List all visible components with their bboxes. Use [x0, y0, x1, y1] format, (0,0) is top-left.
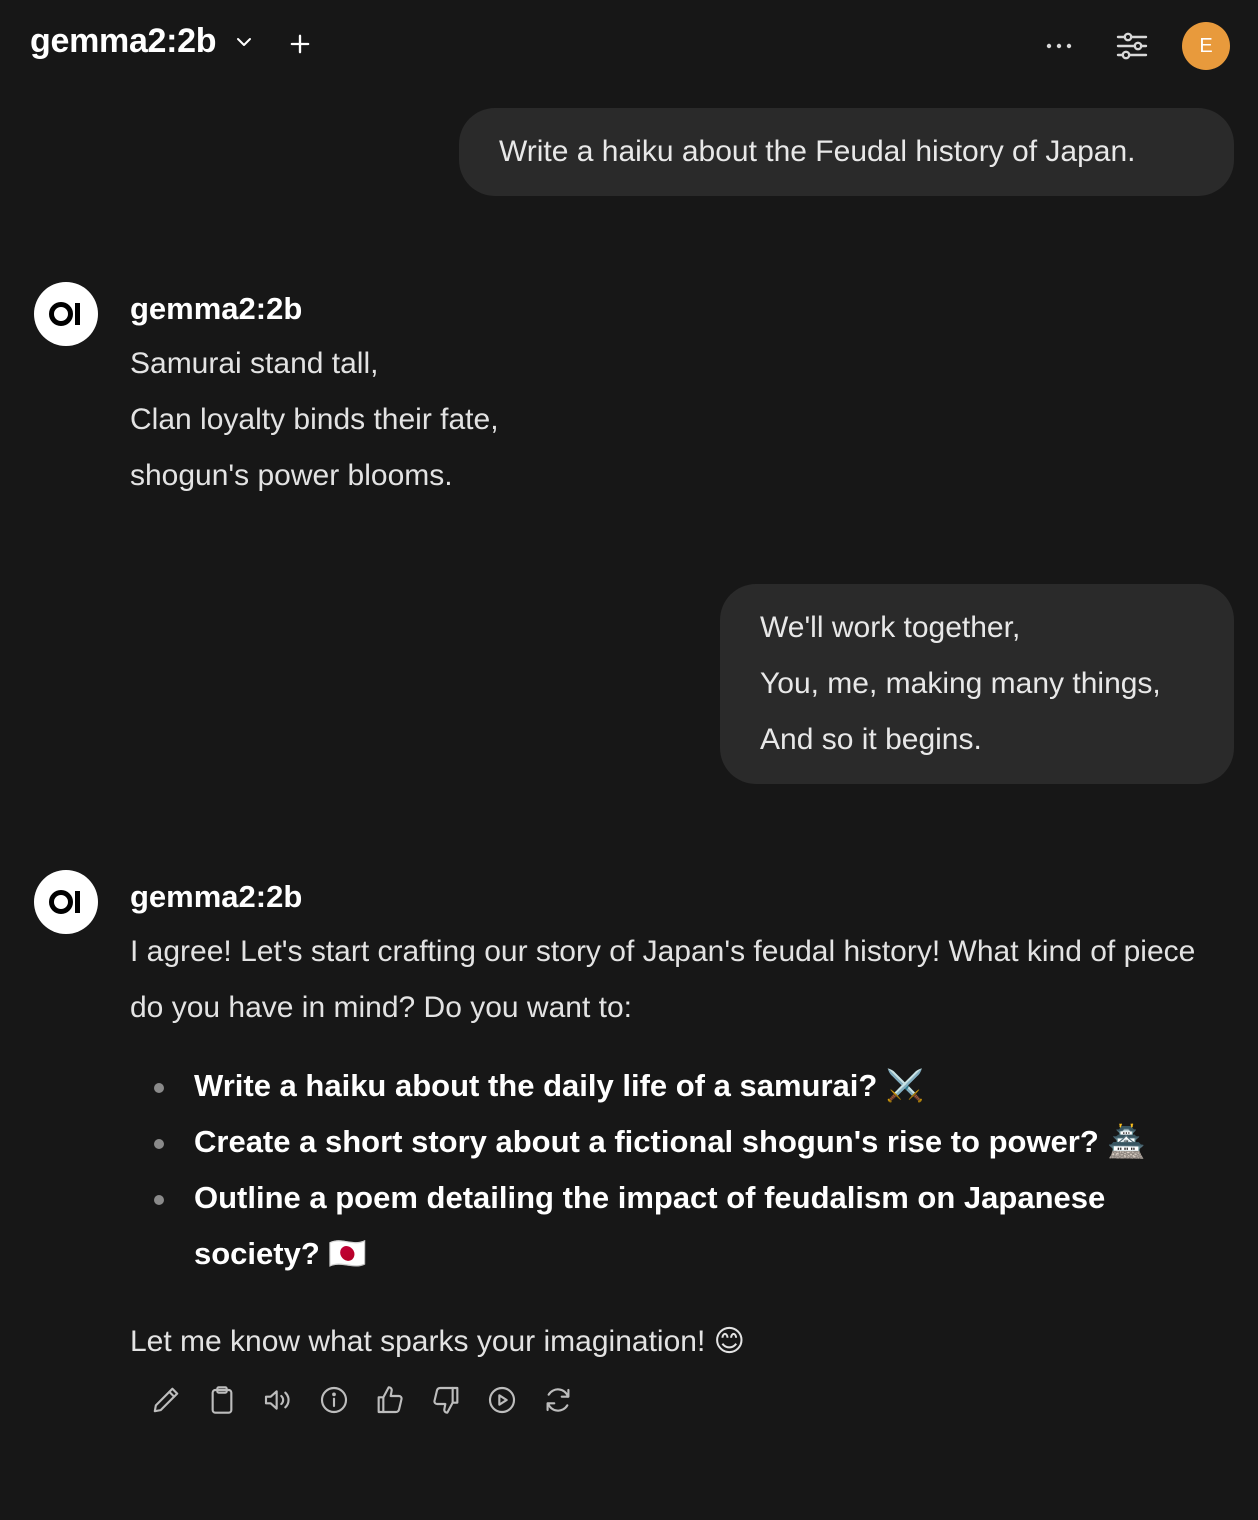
copy-button[interactable]: [194, 1376, 250, 1424]
assistant-closing: Let me know what sparks your imagination! 😊: [130, 1325, 745, 1358]
play-icon: [486, 1384, 518, 1416]
thumbs-down-icon: [430, 1384, 462, 1416]
thumbs-up-icon: [374, 1384, 406, 1416]
continue-response-button[interactable]: [474, 1376, 530, 1424]
user-message-line: We'll work together,: [760, 611, 1021, 644]
copy-icon: [206, 1384, 238, 1416]
user-message-line: And so it begins.: [760, 723, 982, 756]
speaker-icon: [262, 1384, 294, 1416]
user-message: [720, 584, 1234, 784]
haiku-line: Samurai stand tall,: [130, 347, 379, 380]
more-horizontal-icon[interactable]: [1042, 29, 1076, 63]
open-webui-logo-icon: [46, 294, 86, 334]
regenerate-icon: [542, 1384, 574, 1416]
haiku-line: shogun's power blooms.: [130, 459, 453, 492]
model-name: gemma2:2b: [30, 22, 217, 60]
assistant-content: [130, 282, 1234, 504]
model-avatar: [34, 870, 98, 934]
top-bar: [0, 0, 1258, 92]
user-message-line: You, me, making many things,: [760, 667, 1161, 700]
edit-button[interactable]: [138, 1376, 194, 1424]
user-avatar[interactable]: E: [1182, 22, 1230, 70]
open-webui-logo-icon: [46, 882, 86, 922]
chevron-down-icon: [232, 30, 256, 54]
assistant-content: [130, 870, 1234, 1424]
edit-icon: [150, 1384, 182, 1416]
assistant-name: gemma2:2b: [130, 291, 303, 326]
assistant-intro: I agree! Let's start crafting our story of Japan's feudal history! What kind of piece do you have in mind? Do you want to:: [130, 935, 1196, 1024]
message-actions: [138, 1376, 1234, 1424]
user-message-text: Write a haiku about the Feudal history of Japan.: [499, 135, 1136, 168]
list-item: Create a short story about a fictional shogun's rise to power? 🏯: [130, 1114, 1234, 1170]
model-avatar: [34, 282, 98, 346]
list-item: Outline a poem detailing the impact of feudalism on Japanese society? 🇯🇵: [130, 1170, 1234, 1282]
plus-icon[interactable]: [286, 30, 314, 58]
haiku-line: Clan loyalty binds their fate,: [130, 403, 499, 436]
info-icon: [318, 1384, 350, 1416]
read-aloud-button[interactable]: [250, 1376, 306, 1424]
bad-response-button[interactable]: [418, 1376, 474, 1424]
sliders-icon[interactable]: [1114, 28, 1150, 64]
info-button[interactable]: [306, 1376, 362, 1424]
model-selector[interactable]: [30, 22, 256, 61]
regenerate-button[interactable]: [530, 1376, 586, 1424]
options-list: [130, 1058, 1234, 1282]
good-response-button[interactable]: [362, 1376, 418, 1424]
list-item: Write a haiku about the daily life of a samurai? ⚔️: [130, 1058, 1234, 1114]
assistant-name: gemma2:2b: [130, 879, 303, 914]
header-actions: [1042, 22, 1230, 70]
user-message: [459, 108, 1234, 196]
